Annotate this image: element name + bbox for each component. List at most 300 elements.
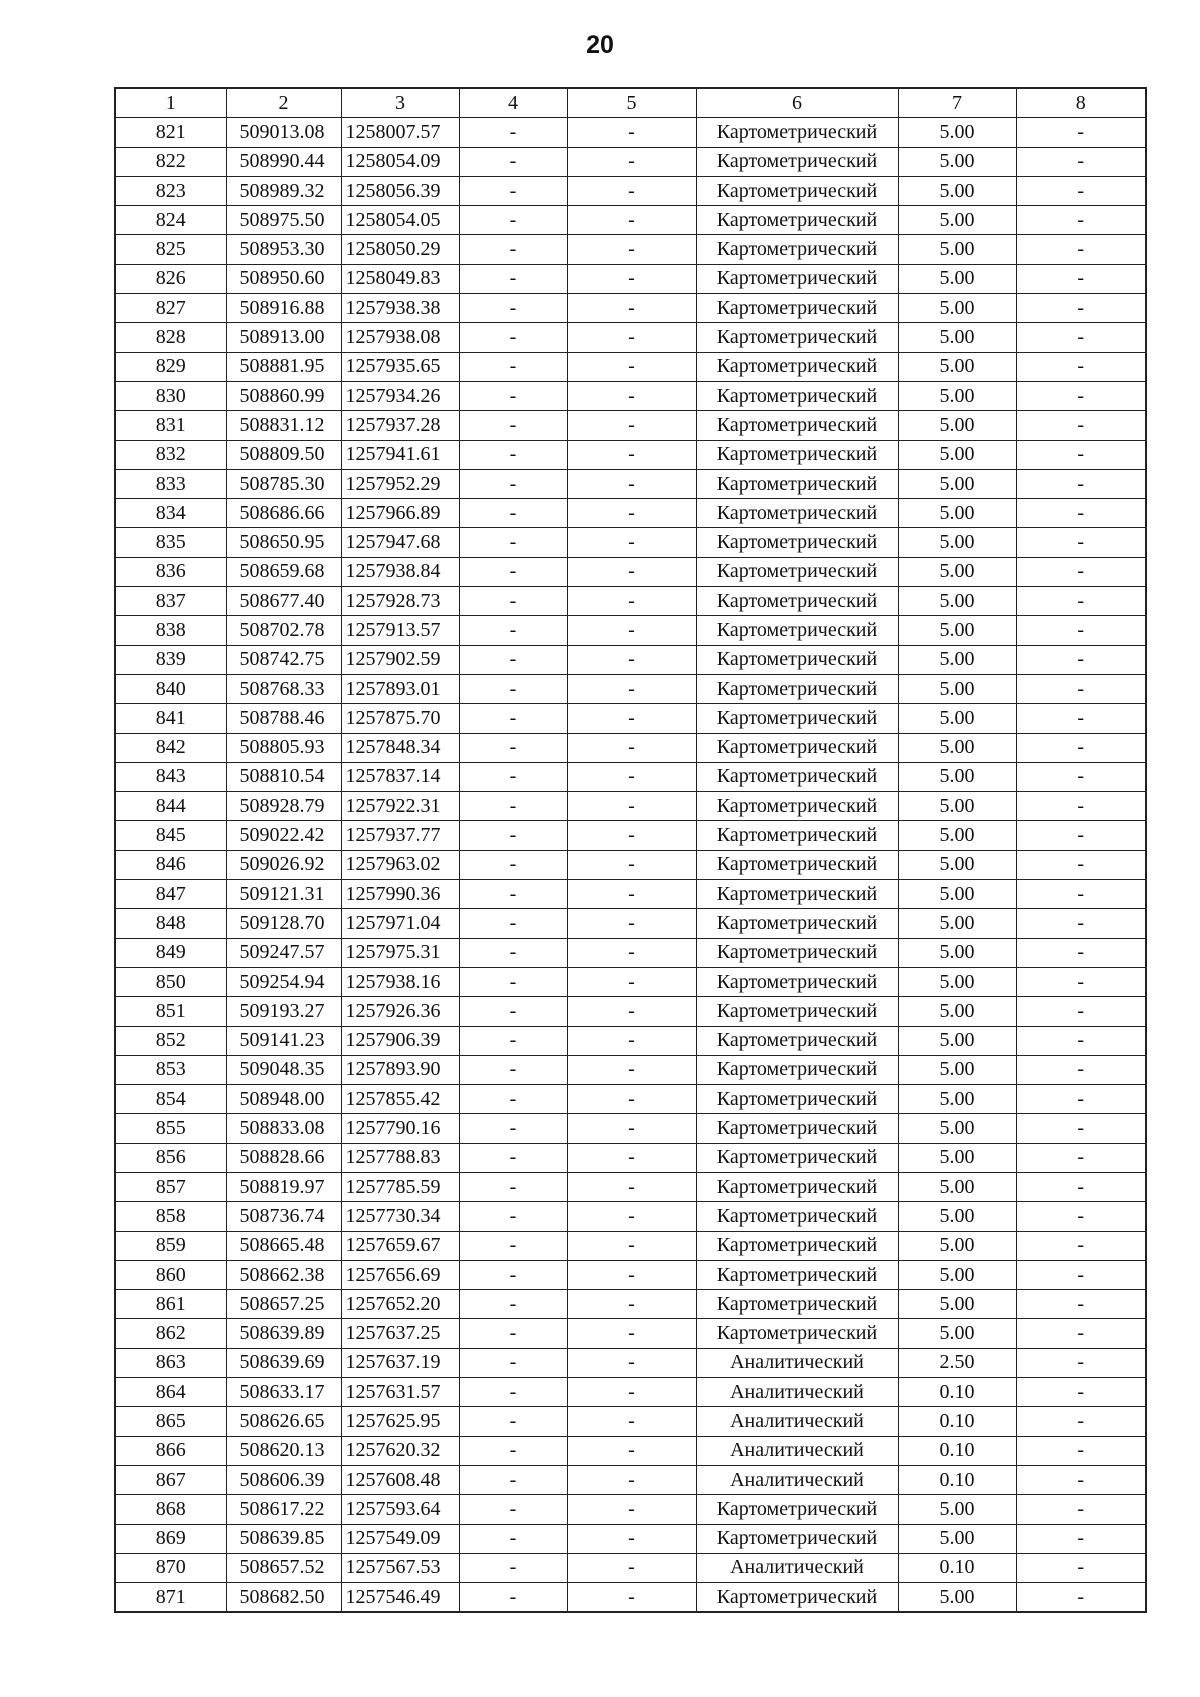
method-cell: Картометрический (696, 147, 898, 176)
x-coordinate-cell: 509128.70 (226, 909, 341, 938)
method-cell: Картометрический (696, 821, 898, 850)
precision-cell: 5.00 (898, 997, 1016, 1026)
precision-cell: 0.10 (898, 1436, 1016, 1465)
col8-cell: - (1016, 1524, 1146, 1553)
y-coordinate-cell: 1257893.01 (341, 674, 459, 703)
y-coordinate-cell: 1257963.02 (341, 850, 459, 879)
precision-cell: 5.00 (898, 909, 1016, 938)
point-number-cell: 855 (115, 1114, 226, 1143)
precision-cell: 5.00 (898, 850, 1016, 879)
method-cell: Картометрический (696, 704, 898, 733)
x-coordinate-cell: 508662.38 (226, 1260, 341, 1289)
precision-cell: 5.00 (898, 1583, 1016, 1613)
table-row (115, 587, 1146, 616)
col5-cell: - (567, 821, 696, 850)
y-coordinate-cell: 1257938.08 (341, 323, 459, 352)
table-row (115, 616, 1146, 645)
method-cell: Картометрический (696, 206, 898, 235)
col4-cell: - (459, 1553, 567, 1582)
point-number-cell: 865 (115, 1407, 226, 1436)
x-coordinate-cell: 508677.40 (226, 587, 341, 616)
col5-cell: - (567, 909, 696, 938)
precision-cell: 5.00 (898, 821, 1016, 850)
header-cell: 1 (115, 88, 226, 118)
x-coordinate-cell: 508950.60 (226, 264, 341, 293)
y-coordinate-cell: 1257952.29 (341, 469, 459, 498)
table-row (115, 1055, 1146, 1084)
y-coordinate-cell: 1257659.67 (341, 1231, 459, 1260)
x-coordinate-cell: 508742.75 (226, 645, 341, 674)
col4-cell: - (459, 1114, 567, 1143)
point-number-cell: 831 (115, 411, 226, 440)
precision-cell: 5.00 (898, 352, 1016, 381)
method-cell: Картометрический (696, 909, 898, 938)
table-row (115, 499, 1146, 528)
x-coordinate-cell: 509048.35 (226, 1055, 341, 1084)
col8-cell: - (1016, 1085, 1146, 1114)
y-coordinate-cell: 1257656.69 (341, 1260, 459, 1289)
method-cell: Картометрический (696, 264, 898, 293)
header-cell: 7 (898, 88, 1016, 118)
method-cell: Картометрический (696, 645, 898, 674)
table-row (115, 1407, 1146, 1436)
method-cell: Картометрический (696, 674, 898, 703)
method-cell: Картометрический (696, 1055, 898, 1084)
col4-cell: - (459, 499, 567, 528)
method-cell: Картометрический (696, 118, 898, 147)
method-cell: Картометрический (696, 1524, 898, 1553)
precision-cell: 5.00 (898, 967, 1016, 996)
col5-cell: - (567, 704, 696, 733)
table-row (115, 645, 1146, 674)
table-row (115, 1231, 1146, 1260)
precision-cell: 5.00 (898, 499, 1016, 528)
point-number-cell: 836 (115, 557, 226, 586)
precision-cell: 5.00 (898, 1143, 1016, 1172)
y-coordinate-cell: 1257652.20 (341, 1290, 459, 1319)
method-cell: Картометрический (696, 469, 898, 498)
col8-cell: - (1016, 1172, 1146, 1201)
col4-cell: - (459, 469, 567, 498)
precision-cell: 5.00 (898, 440, 1016, 469)
table-row (115, 1465, 1146, 1494)
point-number-cell: 849 (115, 938, 226, 967)
precision-cell: 5.00 (898, 118, 1016, 147)
x-coordinate-cell: 508686.66 (226, 499, 341, 528)
y-coordinate-cell: 1257893.90 (341, 1055, 459, 1084)
x-coordinate-cell: 508828.66 (226, 1143, 341, 1172)
point-number-cell: 823 (115, 176, 226, 205)
x-coordinate-cell: 509121.31 (226, 880, 341, 909)
col4-cell: - (459, 909, 567, 938)
col4-cell: - (459, 762, 567, 791)
x-coordinate-cell: 509026.92 (226, 850, 341, 879)
y-coordinate-cell: 1257913.57 (341, 616, 459, 645)
col5-cell: - (567, 1202, 696, 1231)
precision-cell: 5.00 (898, 704, 1016, 733)
table-row (115, 821, 1146, 850)
point-number-cell: 835 (115, 528, 226, 557)
col4-cell: - (459, 821, 567, 850)
col4-cell: - (459, 1407, 567, 1436)
y-coordinate-cell: 1257593.64 (341, 1495, 459, 1524)
x-coordinate-cell: 508620.13 (226, 1436, 341, 1465)
y-coordinate-cell: 1257837.14 (341, 762, 459, 791)
point-number-cell: 825 (115, 235, 226, 264)
point-number-cell: 856 (115, 1143, 226, 1172)
point-number-cell: 828 (115, 323, 226, 352)
col8-cell: - (1016, 235, 1146, 264)
x-coordinate-cell: 508639.89 (226, 1319, 341, 1348)
col4-cell: - (459, 264, 567, 293)
precision-cell: 5.00 (898, 1290, 1016, 1319)
y-coordinate-cell: 1257549.09 (341, 1524, 459, 1553)
point-number-cell: 822 (115, 147, 226, 176)
y-coordinate-cell: 1257926.36 (341, 997, 459, 1026)
method-cell: Картометрический (696, 792, 898, 821)
method-cell: Картометрический (696, 235, 898, 264)
table-row (115, 997, 1146, 1026)
y-coordinate-cell: 1257947.68 (341, 528, 459, 557)
point-number-cell: 867 (115, 1465, 226, 1494)
header-cell: 3 (341, 88, 459, 118)
col4-cell: - (459, 1524, 567, 1553)
method-cell: Аналитический (696, 1553, 898, 1582)
precision-cell: 0.10 (898, 1553, 1016, 1582)
x-coordinate-cell: 508819.97 (226, 1172, 341, 1201)
table-row (115, 147, 1146, 176)
x-coordinate-cell: 508606.39 (226, 1465, 341, 1494)
col5-cell: - (567, 1407, 696, 1436)
col5-cell: - (567, 792, 696, 821)
col8-cell: - (1016, 1114, 1146, 1143)
col8-cell: - (1016, 1348, 1146, 1377)
y-coordinate-cell: 1257938.16 (341, 967, 459, 996)
method-cell: Аналитический (696, 1348, 898, 1377)
table-row (115, 762, 1146, 791)
table-row (115, 1583, 1146, 1613)
col5-cell: - (567, 147, 696, 176)
x-coordinate-cell: 508833.08 (226, 1114, 341, 1143)
col5-cell: - (567, 1231, 696, 1260)
precision-cell: 5.00 (898, 235, 1016, 264)
precision-cell: 0.10 (898, 1378, 1016, 1407)
point-number-cell: 841 (115, 704, 226, 733)
y-coordinate-cell: 1258007.57 (341, 118, 459, 147)
col4-cell: - (459, 176, 567, 205)
method-cell: Аналитический (696, 1407, 898, 1436)
x-coordinate-cell: 508913.00 (226, 323, 341, 352)
y-coordinate-cell: 1257941.61 (341, 440, 459, 469)
point-number-cell: 850 (115, 967, 226, 996)
method-cell: Картометрический (696, 1260, 898, 1289)
col5-cell: - (567, 850, 696, 879)
y-coordinate-cell: 1257975.31 (341, 938, 459, 967)
col8-cell: - (1016, 587, 1146, 616)
table-row (115, 118, 1146, 147)
x-coordinate-cell: 509141.23 (226, 1026, 341, 1055)
col8-cell: - (1016, 821, 1146, 850)
method-cell: Картометрический (696, 762, 898, 791)
point-number-cell: 838 (115, 616, 226, 645)
point-number-cell: 857 (115, 1172, 226, 1201)
col5-cell: - (567, 528, 696, 557)
col8-cell: - (1016, 352, 1146, 381)
col4-cell: - (459, 1378, 567, 1407)
y-coordinate-cell: 1257785.59 (341, 1172, 459, 1201)
point-number-cell: 853 (115, 1055, 226, 1084)
precision-cell: 5.00 (898, 1524, 1016, 1553)
point-number-cell: 858 (115, 1202, 226, 1231)
x-coordinate-cell: 508809.50 (226, 440, 341, 469)
col5-cell: - (567, 1436, 696, 1465)
point-number-cell: 846 (115, 850, 226, 879)
col8-cell: - (1016, 967, 1146, 996)
x-coordinate-cell: 508633.17 (226, 1378, 341, 1407)
x-coordinate-cell: 508860.99 (226, 381, 341, 410)
table-row (115, 235, 1146, 264)
col4-cell: - (459, 1055, 567, 1084)
col5-cell: - (567, 733, 696, 762)
col5-cell: - (567, 616, 696, 645)
method-cell: Аналитический (696, 1378, 898, 1407)
coordinates-table (114, 87, 1147, 1613)
col4-cell: - (459, 323, 567, 352)
col5-cell: - (567, 1290, 696, 1319)
precision-cell: 2.50 (898, 1348, 1016, 1377)
y-coordinate-cell: 1257790.16 (341, 1114, 459, 1143)
col8-cell: - (1016, 1260, 1146, 1289)
col8-cell: - (1016, 645, 1146, 674)
col4-cell: - (459, 674, 567, 703)
point-number-cell: 861 (115, 1290, 226, 1319)
col4-cell: - (459, 616, 567, 645)
col8-cell: - (1016, 1290, 1146, 1319)
col4-cell: - (459, 381, 567, 410)
precision-cell: 5.00 (898, 1055, 1016, 1084)
col4-cell: - (459, 1583, 567, 1613)
precision-cell: 5.00 (898, 264, 1016, 293)
col5-cell: - (567, 762, 696, 791)
table-row (115, 176, 1146, 205)
y-coordinate-cell: 1257935.65 (341, 352, 459, 381)
precision-cell: 5.00 (898, 733, 1016, 762)
col8-cell: - (1016, 733, 1146, 762)
col8-cell: - (1016, 206, 1146, 235)
table-row (115, 1143, 1146, 1172)
col5-cell: - (567, 1583, 696, 1613)
table-row (115, 1202, 1146, 1231)
x-coordinate-cell: 508948.00 (226, 1085, 341, 1114)
point-number-cell: 868 (115, 1495, 226, 1524)
point-number-cell: 837 (115, 587, 226, 616)
method-cell: Картометрический (696, 352, 898, 381)
x-coordinate-cell: 508639.85 (226, 1524, 341, 1553)
col8-cell: - (1016, 997, 1146, 1026)
precision-cell: 5.00 (898, 1114, 1016, 1143)
method-cell: Картометрический (696, 176, 898, 205)
col5-cell: - (567, 1260, 696, 1289)
col4-cell: - (459, 352, 567, 381)
method-cell: Картометрический (696, 557, 898, 586)
col4-cell: - (459, 733, 567, 762)
col5-cell: - (567, 1085, 696, 1114)
col8-cell: - (1016, 880, 1146, 909)
method-cell: Картометрический (696, 733, 898, 762)
x-coordinate-cell: 508953.30 (226, 235, 341, 264)
precision-cell: 5.00 (898, 381, 1016, 410)
col8-cell: - (1016, 1055, 1146, 1084)
y-coordinate-cell: 1257922.31 (341, 792, 459, 821)
col4-cell: - (459, 1319, 567, 1348)
col8-cell: - (1016, 1026, 1146, 1055)
method-cell: Картометрический (696, 1202, 898, 1231)
x-coordinate-cell: 509022.42 (226, 821, 341, 850)
method-cell: Картометрический (696, 1143, 898, 1172)
col5-cell: - (567, 323, 696, 352)
col4-cell: - (459, 557, 567, 586)
point-number-cell: 821 (115, 118, 226, 147)
col4-cell: - (459, 997, 567, 1026)
table-body (115, 118, 1146, 1613)
col8-cell: - (1016, 1436, 1146, 1465)
method-cell: Картометрический (696, 616, 898, 645)
method-cell: Картометрический (696, 997, 898, 1026)
col4-cell: - (459, 1143, 567, 1172)
point-number-cell: 866 (115, 1436, 226, 1465)
col5-cell: - (567, 997, 696, 1026)
table-row (115, 1260, 1146, 1289)
table-row (115, 1378, 1146, 1407)
table-row (115, 411, 1146, 440)
point-number-cell: 869 (115, 1524, 226, 1553)
col5-cell: - (567, 235, 696, 264)
point-number-cell: 826 (115, 264, 226, 293)
col5-cell: - (567, 1319, 696, 1348)
x-coordinate-cell: 508788.46 (226, 704, 341, 733)
y-coordinate-cell: 1257934.26 (341, 381, 459, 410)
col5-cell: - (567, 1026, 696, 1055)
table-row (115, 909, 1146, 938)
header-cell: 5 (567, 88, 696, 118)
y-coordinate-cell: 1257928.73 (341, 587, 459, 616)
col4-cell: - (459, 704, 567, 733)
point-number-cell: 860 (115, 1260, 226, 1289)
col8-cell: - (1016, 909, 1146, 938)
method-cell: Картометрический (696, 381, 898, 410)
x-coordinate-cell: 509193.27 (226, 997, 341, 1026)
col8-cell: - (1016, 1407, 1146, 1436)
precision-cell: 5.00 (898, 645, 1016, 674)
method-cell: Картометрический (696, 1114, 898, 1143)
col5-cell: - (567, 1495, 696, 1524)
table-row (115, 1319, 1146, 1348)
x-coordinate-cell: 508639.69 (226, 1348, 341, 1377)
x-coordinate-cell: 508736.74 (226, 1202, 341, 1231)
col5-cell: - (567, 1055, 696, 1084)
precision-cell: 5.00 (898, 674, 1016, 703)
col5-cell: - (567, 411, 696, 440)
table-row (115, 323, 1146, 352)
col5-cell: - (567, 206, 696, 235)
table-row (115, 792, 1146, 821)
y-coordinate-cell: 1257637.19 (341, 1348, 459, 1377)
col8-cell: - (1016, 616, 1146, 645)
col8-cell: - (1016, 411, 1146, 440)
col4-cell: - (459, 587, 567, 616)
x-coordinate-cell: 508626.65 (226, 1407, 341, 1436)
precision-cell: 5.00 (898, 294, 1016, 323)
x-coordinate-cell: 508617.22 (226, 1495, 341, 1524)
col8-cell: - (1016, 147, 1146, 176)
col5-cell: - (567, 381, 696, 410)
point-number-cell: 847 (115, 880, 226, 909)
col8-cell: - (1016, 1465, 1146, 1494)
y-coordinate-cell: 1257966.89 (341, 499, 459, 528)
point-number-cell: 842 (115, 733, 226, 762)
col4-cell: - (459, 938, 567, 967)
y-coordinate-cell: 1258049.83 (341, 264, 459, 293)
table-row (115, 381, 1146, 410)
point-number-cell: 852 (115, 1026, 226, 1055)
table-row (115, 469, 1146, 498)
table-row (115, 1114, 1146, 1143)
point-number-cell: 851 (115, 997, 226, 1026)
col4-cell: - (459, 411, 567, 440)
col5-cell: - (567, 118, 696, 147)
precision-cell: 5.00 (898, 1172, 1016, 1201)
col5-cell: - (567, 469, 696, 498)
method-cell: Картометрический (696, 1026, 898, 1055)
point-number-cell: 843 (115, 762, 226, 791)
y-coordinate-cell: 1257620.32 (341, 1436, 459, 1465)
point-number-cell: 871 (115, 1583, 226, 1613)
y-coordinate-cell: 1257730.34 (341, 1202, 459, 1231)
y-coordinate-cell: 1257971.04 (341, 909, 459, 938)
precision-cell: 5.00 (898, 1202, 1016, 1231)
col8-cell: - (1016, 1378, 1146, 1407)
precision-cell: 5.00 (898, 411, 1016, 440)
precision-cell: 5.00 (898, 469, 1016, 498)
table-row (115, 733, 1146, 762)
col8-cell: - (1016, 1319, 1146, 1348)
precision-cell: 5.00 (898, 323, 1016, 352)
col4-cell: - (459, 880, 567, 909)
point-number-cell: 854 (115, 1085, 226, 1114)
x-coordinate-cell: 508831.12 (226, 411, 341, 440)
col4-cell: - (459, 1348, 567, 1377)
precision-cell: 5.00 (898, 1319, 1016, 1348)
col5-cell: - (567, 645, 696, 674)
point-number-cell: 840 (115, 674, 226, 703)
precision-cell: 0.10 (898, 1407, 1016, 1436)
table-row (115, 1495, 1146, 1524)
precision-cell: 5.00 (898, 762, 1016, 791)
col4-cell: - (459, 967, 567, 996)
col5-cell: - (567, 674, 696, 703)
header-cell: 8 (1016, 88, 1146, 118)
y-coordinate-cell: 1257625.95 (341, 1407, 459, 1436)
x-coordinate-cell: 508665.48 (226, 1231, 341, 1260)
y-coordinate-cell: 1257631.57 (341, 1378, 459, 1407)
col4-cell: - (459, 235, 567, 264)
precision-cell: 5.00 (898, 147, 1016, 176)
table-row (115, 528, 1146, 557)
y-coordinate-cell: 1257902.59 (341, 645, 459, 674)
precision-cell: 5.00 (898, 938, 1016, 967)
col8-cell: - (1016, 323, 1146, 352)
precision-cell: 5.00 (898, 1026, 1016, 1055)
